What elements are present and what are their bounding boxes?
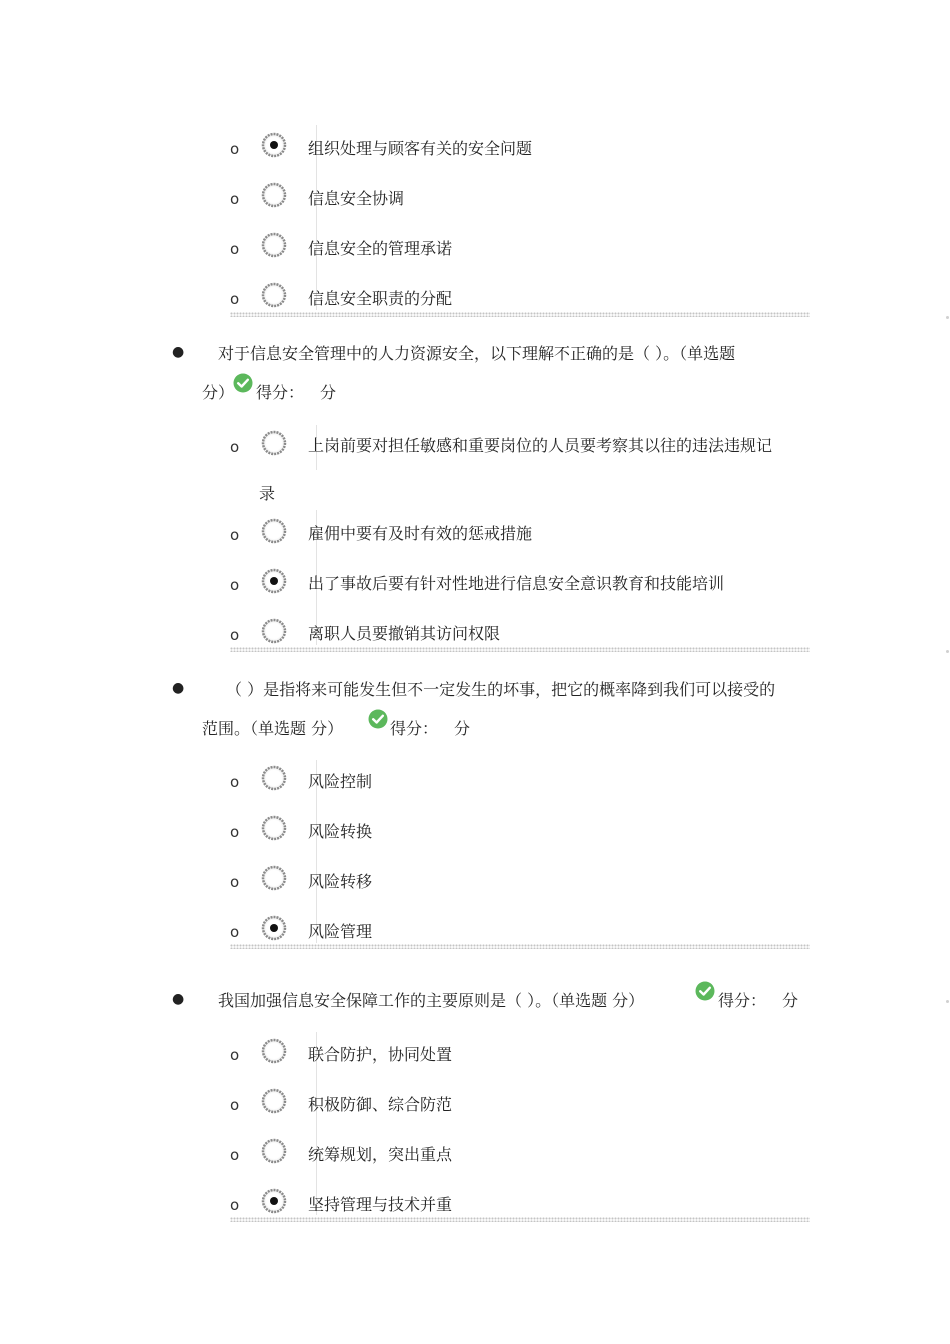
option-bullet: o	[230, 1046, 240, 1064]
question-separator	[230, 1217, 810, 1222]
option-bullet: o	[230, 773, 240, 791]
option-bullet: o	[230, 576, 240, 594]
option-label: 统筹规划，突出重点	[308, 1145, 453, 1164]
option-label: 信息安全协调	[308, 189, 405, 208]
option-label: 出了事故后要有针对性地进行信息安全意识教育和技能培训	[308, 574, 725, 593]
option-bullet: o	[230, 526, 240, 544]
question-score-prefix: 分）	[202, 383, 235, 402]
question-text: （ ）是指将来可能发生但不一定发生的坏事，把它的概率降到我们可以接受的	[226, 680, 776, 699]
radio-button-icon[interactable]	[260, 181, 288, 209]
score-label: 得分：	[718, 991, 767, 1010]
option-label: 上岗前要对担任敏感和重要岗位的人员要考察其以往的违法违规记	[308, 436, 773, 455]
question-bullet: ●	[172, 344, 185, 360]
question-separator	[230, 312, 810, 317]
edge-mark	[946, 316, 949, 319]
radio-button-icon[interactable]	[260, 1137, 288, 1165]
question-text-line2: 范围。（单选题 分）	[202, 719, 344, 738]
radio-button-icon[interactable]	[260, 281, 288, 309]
radio-button-icon[interactable]	[260, 131, 288, 159]
question-separator	[230, 647, 810, 652]
radio-button-icon[interactable]	[260, 1037, 288, 1065]
question-bullet: ●	[172, 680, 185, 696]
option-bullet: o	[230, 438, 240, 456]
radio-button-icon[interactable]	[260, 231, 288, 259]
radio-button-icon[interactable]	[260, 517, 288, 545]
option-label: 雇佣中要有及时有效的惩戒措施	[308, 524, 533, 543]
check-circle-icon	[233, 373, 253, 393]
option-label: 信息安全职责的分配	[308, 289, 453, 308]
option-bullet: o	[230, 1096, 240, 1114]
option-bullet: o	[230, 290, 240, 308]
radio-button-icon[interactable]	[260, 864, 288, 892]
option-bullet: o	[230, 873, 240, 891]
option-bullet: o	[230, 190, 240, 208]
option-bullet: o	[230, 1196, 240, 1214]
option-bullet: o	[230, 923, 240, 941]
option-bullet: o	[230, 240, 240, 258]
radio-button-icon[interactable]	[260, 567, 288, 595]
question-text: 对于信息安全管理中的人力资源安全，以下理解不正确的是（ ）。（单选题	[218, 344, 736, 363]
edge-mark	[946, 1000, 949, 1003]
question-separator	[230, 944, 810, 949]
score-unit: 分	[782, 991, 799, 1010]
radio-button-icon[interactable]	[260, 914, 288, 942]
radio-button-icon[interactable]	[260, 617, 288, 645]
question-bullet: ●	[172, 991, 185, 1007]
radio-button-icon[interactable]	[260, 764, 288, 792]
score-unit: 分	[320, 383, 337, 402]
edge-mark	[946, 650, 949, 653]
option-bullet: o	[230, 1146, 240, 1164]
check-circle-icon	[695, 981, 715, 1001]
radio-button-icon[interactable]	[260, 429, 288, 457]
question-text: 我国加强信息安全保障工作的主要原则是（ ）。（单选题 分）	[218, 991, 645, 1010]
radio-button-icon[interactable]	[260, 814, 288, 842]
option-label: 风险转移	[308, 872, 373, 891]
score-label: 得分：	[256, 383, 305, 402]
option-bullet: o	[230, 140, 240, 158]
option-label: 组织处理与顾客有关的安全问题	[308, 139, 533, 158]
option-bullet: o	[230, 823, 240, 841]
option-label: 积极防御、综合防范	[308, 1095, 453, 1114]
option-label: 风险转换	[308, 822, 373, 841]
option-label: 坚持管理与技术并重	[308, 1195, 453, 1214]
option-label-continued: 录	[259, 484, 276, 503]
option-label: 风险管理	[308, 922, 373, 941]
option-label: 联合防护，协同处置	[308, 1045, 453, 1064]
option-label: 信息安全的管理承诺	[308, 239, 453, 258]
option-label: 离职人员要撤销其访问权限	[308, 624, 501, 643]
radio-button-icon[interactable]	[260, 1187, 288, 1215]
score-label: 得分：	[390, 719, 439, 738]
check-circle-icon	[368, 709, 388, 729]
option-label: 风险控制	[308, 772, 373, 791]
score-unit: 分	[454, 719, 471, 738]
option-bullet: o	[230, 626, 240, 644]
radio-button-icon[interactable]	[260, 1087, 288, 1115]
